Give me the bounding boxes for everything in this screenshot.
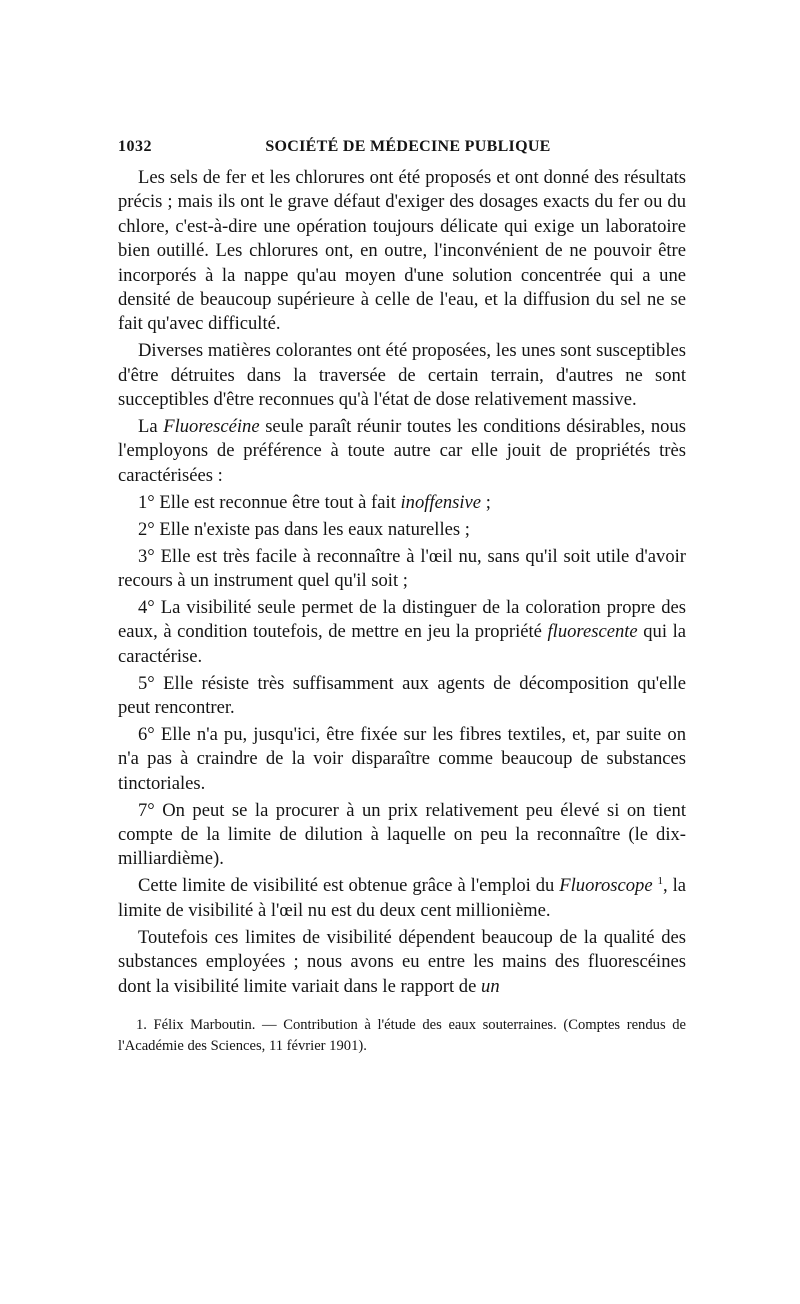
paragraph-3 [118, 415, 686, 488]
paragraph-visibility-limit-suffix: , la limite de visibilité à l'œil nu est du deux cent millionième. [118, 875, 687, 921]
paragraph-1: Les sels de fer et les chlorures ont été proposés et ont donné des résultats précis ; mais ils ont le grave défaut d'exiger des dosages exacts du fer ou du chlore, c'est-à-dire une opération toujours délicate qui exige un laboratoire bien outillé. Les chlorures ont, en outre, l'inconvénient de ne pouvoir être incorporés à la nappe qu'au moyen d'une solution concentrée qui a une densité de beaucoup supérieure à celle de l'eau, et la diffusion du sel ne se fait qu'avec difficulté. [118, 167, 686, 335]
journal-title: SOCIÉTÉ DE MÉDECINE PUBLIQUE [265, 138, 551, 155]
list-item-4-prefix: 4° La visibilité seule permet de la distinguer de la coloration propre des eaux, à condition toutefois, de mettre en jeu la propriété [118, 596, 686, 643]
running-head [118, 134, 686, 160]
paragraph-3-suffix: seule paraît réunir toutes les conditions désirables, nous l'employons de préférence à toute autre car elle jouit de propriétés très caractérisées : [118, 416, 686, 486]
footnote-reference: 1 [657, 875, 664, 888]
un-term: un [481, 975, 500, 997]
list-item-7: 7° On peut se la procurer à un prix relativement peu élevé si on tient compte de la limite de dilution à laquelle on peu la reconnaître (le dix-milliardième). [118, 799, 686, 870]
list-item-1 [118, 491, 686, 515]
list-item-4-suffix: qui la caractérise. [118, 621, 686, 667]
list-item-1-suffix: ; [481, 491, 491, 513]
footnotes [118, 1015, 686, 1057]
list-item-1-prefix: 1° Elle est reconnue être tout à fait [138, 491, 401, 513]
paragraph-visibility-limit-prefix: Cette limite de visibilité est obtenue grâce à l'emploi du [138, 875, 560, 897]
page-number: 1032 [118, 138, 152, 155]
list-item-2: 2° Elle n'existe pas dans les eaux naturelles ; [138, 518, 470, 540]
footnote-1: 1. Félix Marboutin. — Contribution à l'étude des eaux souterraines. (Comptes rendus de l'Académie des Sciences, 11 février 1901). [118, 1016, 686, 1054]
fluoroscope-term: Fluoroscope [559, 875, 653, 897]
paragraph-3-prefix: La [138, 416, 164, 438]
body-text [118, 166, 686, 999]
paragraph-visibility-limit [118, 874, 686, 923]
fluoresceine-term: Fluorescéine [163, 416, 260, 438]
fluorescente-term: fluorescente [547, 621, 638, 643]
inoffensive-term: inoffensive [400, 491, 482, 513]
list-item-4 [118, 596, 686, 669]
document-page [118, 134, 686, 1057]
list-item-6: 6° Elle n'a pu, jusqu'ici, être fixée sur les fibres textiles, et, par suite on n'a pas à craindre de la voir disparaître comme beaucoup de substances tinctoriales. [118, 723, 686, 794]
paragraph-2: Diverses matières colorantes ont été proposées, les unes sont susceptibles d'être détruites dans la traversée de certain terrain, d'autres ne sont succeptibles d'être reconnues qu'à l'état de dose relativement massive. [118, 340, 686, 411]
list-item-3: 3° Elle est très facile à reconnaître à l'œil nu, sans qu'il soit utile d'avoir recours à un instrument quel qu'il soit ; [118, 545, 686, 591]
paragraph-substance-quality [118, 926, 686, 999]
paragraph-substance-quality-prefix: Toutefois ces limites de visibilité dépendent beaucoup de la qualité des substances employées ; nous avons eu entre les mains des fluorescéines dont la visibilité limite variait dans le rapport de [118, 926, 686, 997]
list-item-5: 5° Elle résiste très suffisamment aux agents de décomposition qu'elle peut rencontrer. [118, 672, 686, 719]
